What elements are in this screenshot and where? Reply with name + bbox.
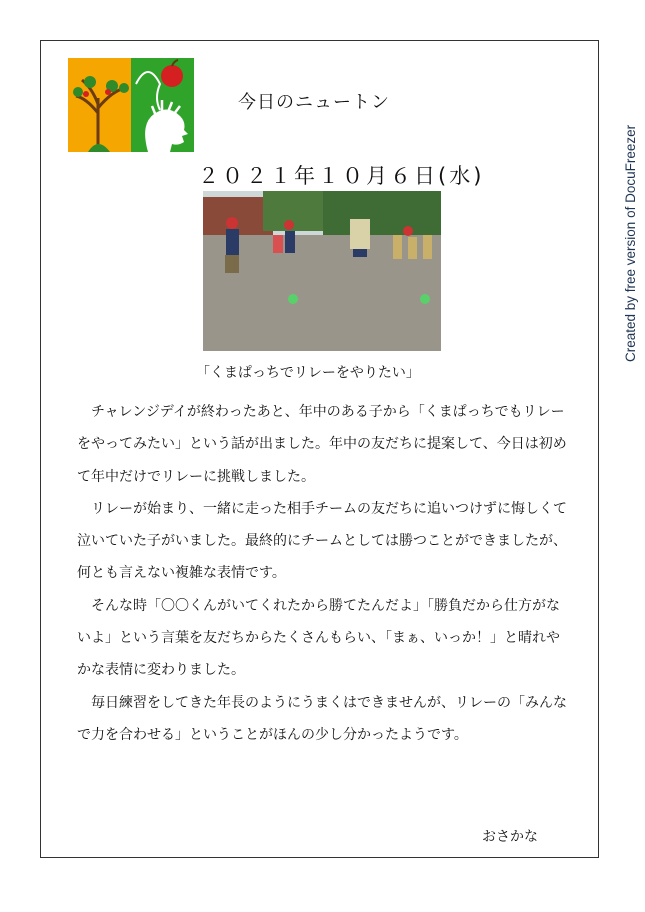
date-heading: ２０２１年１０月６日(水) [198, 164, 485, 188]
newton-logo [68, 58, 194, 152]
article-body [77, 396, 567, 751]
docufreezer-watermark: Created by free version of DocuFreezer [623, 124, 638, 362]
paragraph: チャレンジデイが終わったあと、年中のある子から「くまぱっちでもリレーをやってみたい」という話が出ました。年中の友だちに提案して、今日は初めて年中だけでリレーに挑戦しました。 [77, 404, 567, 485]
photo-caption: 「くまぱっちでリレーをやりたい」 [196, 365, 420, 381]
relay-photo [203, 191, 441, 351]
author-signature: おさかな [482, 829, 538, 845]
paragraph: そんな時「〇〇くんがいてくれたから勝てたんだよ」「勝負だから仕方がないよ」という言葉を友だちからたくさんもらい、「まぁ、いっか！」と晴れやかな表情に変わりました。 [77, 597, 560, 679]
page-title: 今日のニュートン [238, 92, 390, 113]
paragraph: リレーが始まり、一緒に走った相手チームの友だちに追いつけずに悔しくて泣いていた子がいました。最終的にチームとしては勝つことができましたが、何とも言えない複雑な表情です。 [77, 500, 567, 582]
paragraph: 毎日練習をしてきた年長のようにうまくはできませんが、リレーの「みんなで力を合わせる」ということがほんの少し分かったようです。 [77, 694, 567, 743]
